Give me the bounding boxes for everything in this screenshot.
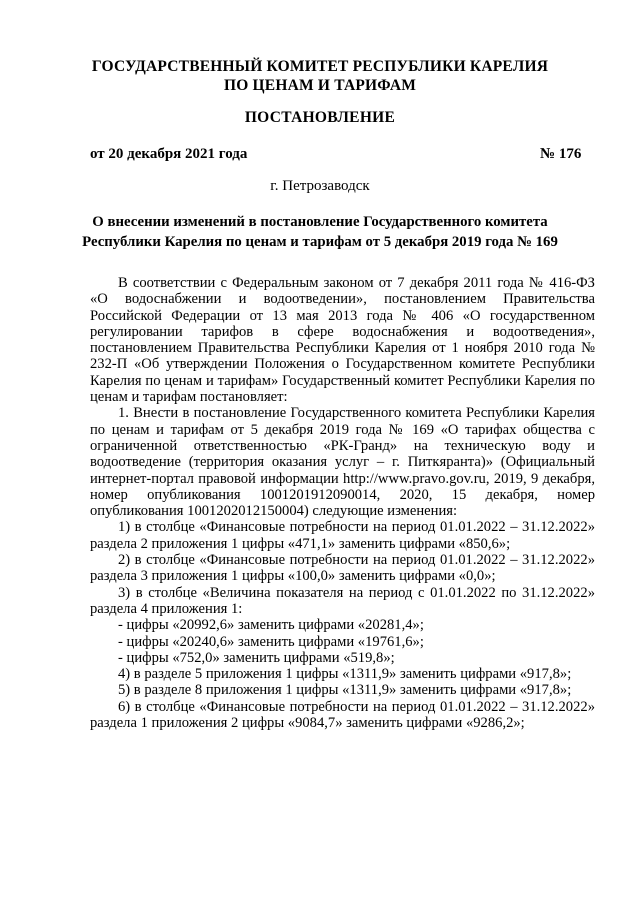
doc-type-title: ПОСТАНОВЛЕНИЕ	[244, 109, 396, 126]
list-item: 1) в столбце «Финансовые потребности на период 01.01.2022 – 31.12.2022» раздела 2 приложения 1 цифры «471,1» заменить цифрами «850,6»;	[90, 519, 595, 552]
list-item: 3) в столбце «Величина показателя на период с 01.01.2022 по 31.12.2022» раздела 4 приложения 1:	[90, 584, 595, 617]
org-name-line2: ПО ЦЕНАМ И ТАРИФАМ	[223, 77, 417, 94]
list-item: - цифры «20240,6» заменить цифрами «19761,6»;	[118, 633, 424, 650]
doc-city: г. Петрозаводск	[270, 178, 370, 194]
list-item: - цифры «20992,6» заменить цифрами «20281,4»;	[118, 617, 424, 634]
doc-subject-line1: О внесении изменений в постановление Государственного комитета	[92, 214, 548, 230]
list-item: - цифры «752,0» заменить цифрами «519,8»;	[118, 649, 395, 666]
list-item: 5) в разделе 8 приложения 1 цифры «1311,9» заменить цифрами «917,8»;	[118, 682, 572, 699]
list-item: 4) в разделе 5 приложения 1 цифры «1311,9» заменить цифрами «917,8»;	[118, 666, 572, 683]
doc-number: № 176	[540, 146, 582, 162]
doc-subject-line2: Республики Карелия по ценам и тарифам от 5 декабря 2019 года № 169	[82, 234, 558, 250]
doc-body	[90, 275, 595, 731]
list-item: 6) в столбце «Финансовые потребности на период 01.01.2022 – 31.12.2022» раздела 1 приложения 2 цифры «9084,7» заменить цифрами «9286,2»;	[90, 698, 595, 732]
clause-paragraph: 1. Внести в постановление Государственного комитета Республики Карелия по ценам и тарифам от 5 декабря 2019 года № 169 «О тарифах общества с ограниченной ответственностью «РК-Гранд» на техническую воду и водоотведение (территория оказания услуг – г. Питкяранта)» (Официальный интернет-портал правовой информации http://www.pravo.gov.ru, 2019, 9 декабря, номер опубликования 1001201912090014, 2020, 15 декабря, номер опубликования 1001202012150004) следующие изменения:	[90, 405, 595, 520]
org-name-line1: ГОСУДАРСТВЕННЫЙ КОМИТЕТ РЕСПУБЛИКИ КАРЕЛИЯ	[91, 58, 549, 75]
preamble-paragraph: В соответствии с Федеральным законом от 7 декабря 2011 года № 416-ФЗ «О водоснабжении и водоотведении», постановлением Правительства Российской Федерации от 13 мая 2013 года № 406 «О государственном регулировании тарифов в сфере водоснабжения и водоотведения», постановлением Правительства Республики Карелия от 1 ноября 2010 года № 232-П «Об утверждении Положения о Государственном комитете Республики Карелия по ценам и тарифам» Государственный комитет Республики Карелия по ценам и тарифам постановляет:	[90, 275, 595, 406]
doc-date: от 20 декабря 2021 года	[90, 146, 248, 162]
list-item: 2) в столбце «Финансовые потребности на период 01.01.2022 – 31.12.2022» раздела 3 приложения 1 цифры «100,0» заменить цифрами «0,0»;	[90, 552, 595, 585]
